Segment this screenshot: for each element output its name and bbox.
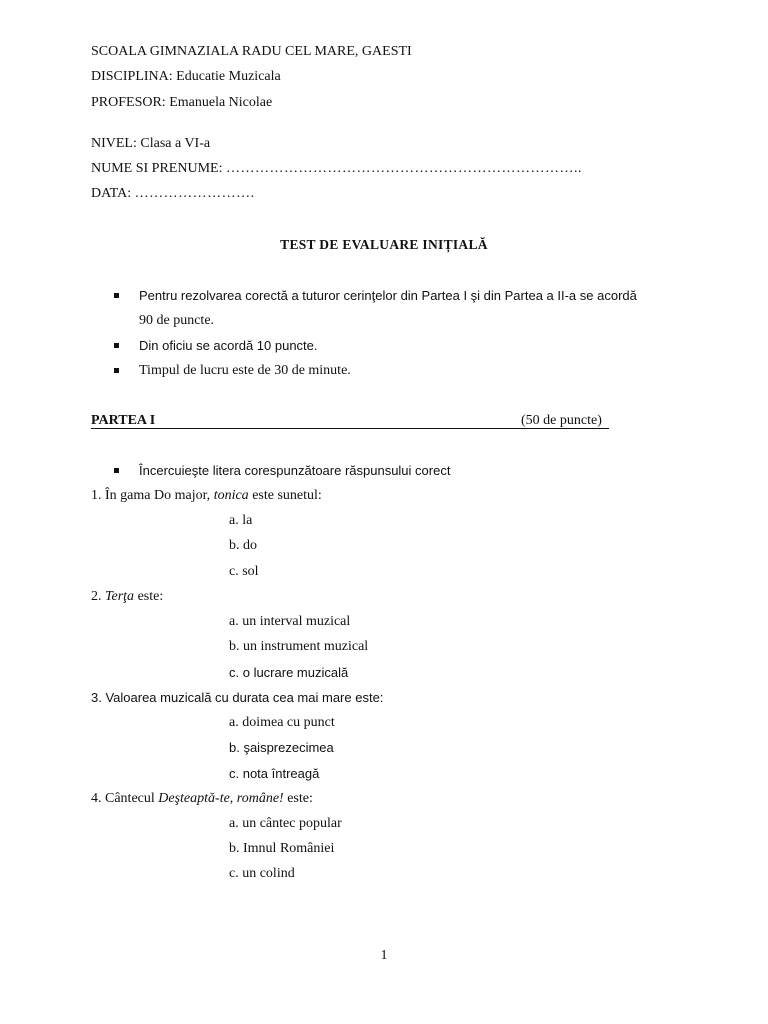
- date-dots: …………………….: [134, 186, 255, 201]
- option[interactable]: c. o lucrare muzicală: [229, 665, 349, 680]
- question-text: este:: [134, 589, 164, 604]
- bullet-icon: [114, 293, 119, 298]
- test-title: TEST DE EVALUARE INIȚIALĂ: [280, 237, 488, 252]
- name-field[interactable]: [91, 160, 582, 178]
- part1-underline: [91, 428, 609, 429]
- instruction-2: Din oficiu se acordă 10 puncte.: [139, 338, 318, 353]
- option[interactable]: a. doimea cu punct: [229, 715, 335, 730]
- option[interactable]: a. la: [229, 513, 253, 528]
- page-number: 1: [380, 948, 388, 963]
- date-field[interactable]: [91, 185, 255, 203]
- part1-label: PARTEA I: [91, 413, 156, 428]
- option[interactable]: c. sol: [229, 564, 259, 579]
- instruction-1: Pentru rezolvarea corectă a tuturor cerinţelor din Partea I şi din Partea a II-a se acordă: [139, 288, 637, 303]
- bullet-icon: [114, 468, 119, 473]
- part1-task: Încercuieşte litera corespunzătoare răspunsului corect: [139, 463, 451, 478]
- bullet-icon: [114, 368, 119, 373]
- question-term: Deşteaptă-te, române!: [158, 791, 284, 806]
- instruction-1-cont: 90 de puncte.: [139, 313, 215, 328]
- option[interactable]: c. un colind: [229, 866, 295, 881]
- discipline: DISCIPLINA: Educatie Muzicala: [91, 69, 281, 84]
- bullet-icon: [114, 343, 119, 348]
- name-label: NUME SI PRENUME:: [91, 161, 223, 176]
- option[interactable]: a. un cântec popular: [229, 816, 342, 831]
- question-4: [91, 790, 313, 808]
- question-2: [91, 588, 163, 606]
- name-dots: ………………………………………………………………..: [225, 161, 582, 176]
- question-term: Terţa: [105, 589, 135, 604]
- school-name: SCOALA GIMNAZIALA RADU CEL MARE, GAESTI: [91, 44, 412, 59]
- date-label: DATA:: [91, 186, 132, 201]
- question-1: [91, 487, 322, 505]
- level: NIVEL: Clasa a VI-a: [91, 136, 211, 151]
- option[interactable]: c. nota întreagă: [229, 766, 320, 781]
- question-text: este sunetul:: [248, 488, 322, 503]
- option[interactable]: b. do: [229, 538, 257, 553]
- instruction-3: Timpul de lucru este de 30 de minute.: [139, 363, 351, 378]
- question-text: este:: [283, 791, 313, 806]
- option[interactable]: b. Imnul României: [229, 841, 335, 856]
- question-text: 4. Cântecul: [91, 791, 159, 806]
- question-3: 3. Valoarea muzicală cu durata cea mai mare este:: [91, 690, 384, 705]
- option[interactable]: a. un interval muzical: [229, 614, 351, 629]
- teacher: PROFESOR: Emanuela Nicolae: [91, 95, 273, 110]
- question-text: 2.: [91, 589, 105, 604]
- question-term: tonica: [213, 488, 249, 503]
- option[interactable]: b. un instrument muzical: [229, 639, 369, 654]
- part1-points: (50 de puncte): [521, 413, 602, 428]
- option[interactable]: b. şaisprezecimea: [229, 740, 334, 755]
- question-text: 1. În gama Do major,: [91, 488, 214, 503]
